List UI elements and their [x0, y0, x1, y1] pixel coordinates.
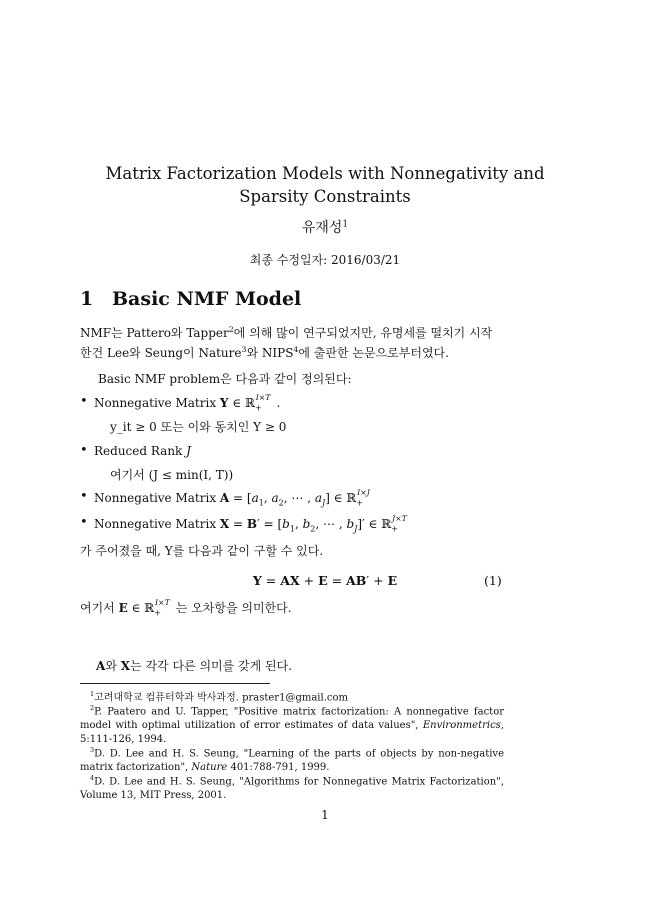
footnote-text: P. Paatero and U. Tapper, "Positive matrix factorization: A nonnegative factor model with optimal utilization of error estimates of data values",: [80, 706, 504, 732]
section-heading: [80, 288, 301, 310]
footnote-text: D. D. Lee and H. S. Seung, "Algorithms for Nonnegative Matrix Factorization", Volume 13, MIT Press, 2001.: [80, 776, 504, 802]
item-label: Nonnegative Matrix: [94, 491, 217, 505]
footnote-mark: 3: [90, 746, 95, 754]
footnote-mark: 4: [90, 774, 95, 782]
list-item: • Reduced Rank J: [80, 443, 191, 458]
author-footnote-mark: 1: [342, 219, 349, 230]
footnote-ref-4: 4: [293, 345, 299, 354]
footnote-tail: , 5:111-126, 1994.: [80, 720, 504, 746]
bullet-icon: •: [80, 515, 88, 530]
intro-line-2: [80, 340, 449, 363]
intro-text: 한건 Lee와 Seung이 Nature: [80, 346, 242, 360]
footnote-tail: 401:788-791, 1999.: [227, 762, 330, 774]
footnote-text: 고려대학교 컴퓨터학과 박사과정. praster1@gmail.com: [94, 692, 348, 704]
footnote-mark: 1: [90, 690, 95, 698]
title-line-2: Sparsity Constraints: [239, 187, 411, 206]
title-line-1: Matrix Factorization Models with Nonnegativity and: [105, 164, 545, 183]
error-prefix: 여기서: [80, 601, 115, 615]
item-note: y_it ≥ 0 또는 이와 동치인 Y ≥ 0: [110, 420, 287, 434]
footnote-ref-2: 2: [228, 325, 234, 334]
footnote-text: D. D. Lee and H. S. Seung, "Learning of the parts of objects by non-negative matrix factorization",: [80, 748, 504, 774]
list-item: • Nonnegative Matrix $A = [a_1$, $a_2$, ⋯ , $a_J$] ∈ ℝ$_+^{I\times J}$: [80, 488, 370, 508]
bullet-icon: •: [80, 394, 88, 409]
intro-text: 에 출판한 논문으로부터였다.: [298, 346, 449, 360]
item-label: Nonnegative Matrix: [94, 396, 217, 410]
bullet-icon: •: [80, 443, 88, 458]
equation-1: Y = AX + E = AB′ + E: [252, 573, 398, 588]
author: [0, 217, 650, 237]
footnote-venue: Environmetrics: [422, 720, 501, 732]
bullet-icon: •: [80, 489, 88, 504]
item-label: Nonnegative Matrix: [94, 517, 217, 531]
item-note: 여기서 (J ≤ min(I, T)): [110, 468, 234, 482]
intro-text: NMF는 Pattero와 Tapper: [80, 326, 229, 340]
equation-number: (1): [484, 573, 502, 588]
list-item: • Nonnegative Matrix Y ∈ ℝ$_+^{I\times T}$ .: [80, 393, 281, 413]
ax-text: 는 각각 다른 의미를 갖게 된다.: [130, 659, 293, 673]
footnote-venue: Nature: [191, 762, 228, 774]
page-number: 1: [321, 808, 329, 822]
intro-text: 에 의해 많이 연구되었지만, 유명세를 떨치기 시작: [233, 326, 493, 340]
footnote-4: [80, 771, 504, 803]
footnote-ref-3: 3: [241, 345, 247, 354]
item-label: Reduced Rank: [94, 444, 183, 458]
section-title: Basic NMF Model: [112, 288, 302, 310]
error-sentence: 여기서 E ∈ ℝ$_+^{I\times T}$ 는 오차항을 의미한다.: [80, 598, 292, 618]
section-number: 1: [80, 288, 94, 310]
footnote-mark: 2: [90, 704, 95, 712]
problem-intro: Basic NMF problem은 다음과 같이 정의된다:: [98, 372, 352, 386]
footnote-2: [80, 701, 504, 747]
list-item: • Nonnegative Matrix $X = B' = [b_1$, $b_2$, ⋯ , $b_J]'$ ∈ ℝ$_+^{J\times T}$: [80, 514, 407, 534]
revision-date: 최종 수정일자: 2016/03/21: [249, 253, 401, 267]
intro-text: 와 NIPS: [246, 346, 294, 360]
given-sentence: 가 주어졌을 때, Y를 다음과 같이 구할 수 있다.: [80, 544, 324, 558]
footnote-divider: [80, 683, 270, 684]
author-name: 유재성: [301, 220, 343, 236]
error-text: 는 오차항을 의미한다.: [175, 601, 292, 615]
ax-sentence: A와 X는 각각 다른 의미를 갖게 된다.: [96, 659, 293, 673]
